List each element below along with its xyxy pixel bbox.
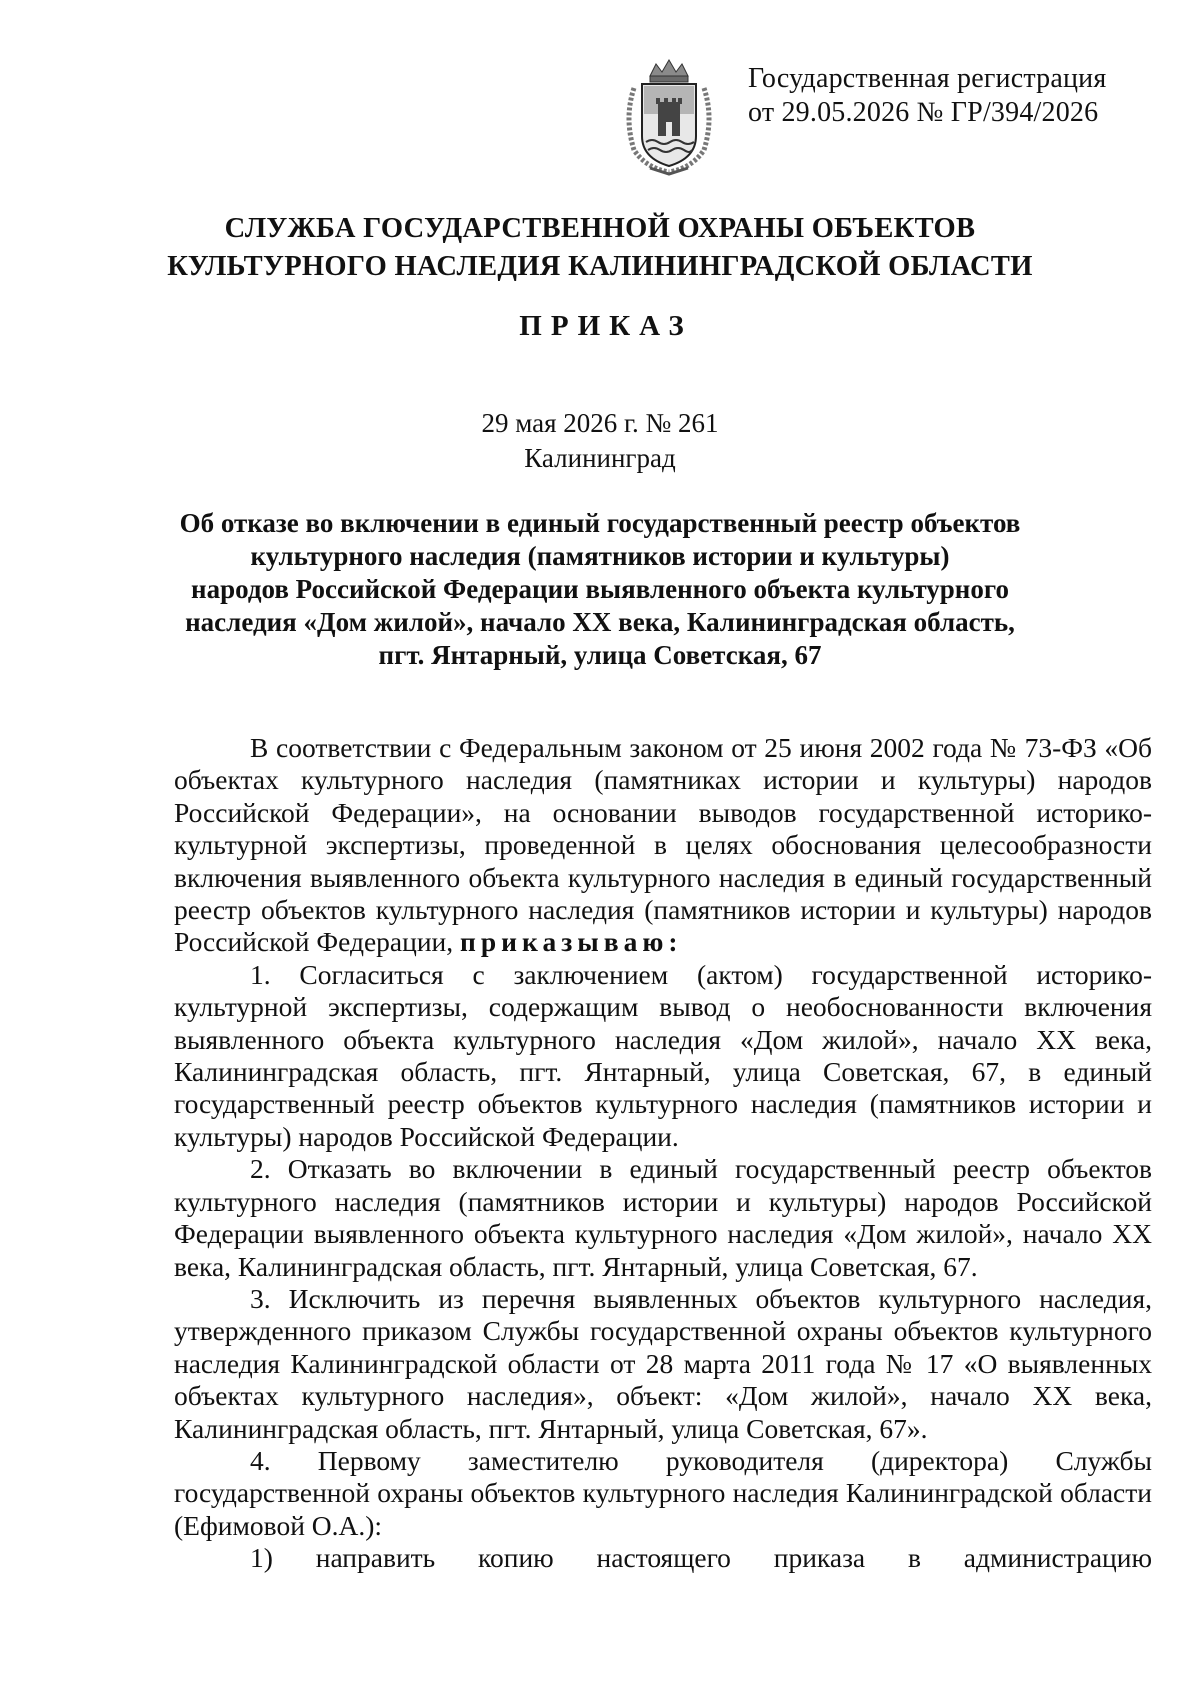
registration-line-1: Государственная регистрация	[748, 63, 1107, 94]
subject-line-3: народов Российской Федерации выявленного объекта культурного	[191, 574, 1009, 604]
order-word-decree: приказываю:	[460, 926, 683, 958]
subject-line-1: Об отказе во включении в единый государственный реестр объектов	[179, 508, 1021, 538]
agency-name	[0, 210, 1200, 286]
registration-stamp	[748, 62, 1106, 130]
agency-name-line-1: СЛУЖБА ГОСУДАРСТВЕННОЙ ОХРАНЫ ОБЪЕКТОВ	[224, 213, 976, 244]
preamble-text: В соответствии с Федеральным законом от 25 июня 2002 года № 73-ФЗ «Об объектах культурного наследия (памятниках истории и культуры) народов Российской Федерации», на основании выводов государственной историко-культурной экспертизы, проведенной в целях обоснования целесообразности включения выявленного объекта культурного наследия в единый государственный реестр объектов культурного наследия (памятников истории и культуры) народов Российской Федерации,	[174, 732, 1152, 958]
order-item-1: 1. Согласиться с заключением (актом) государственной историко-культурной экспертизы, содержащим вывод о необоснованности включения выявленного объекта культурного наследия «Дом жилой», начало XX века, Калининградская область, пгт. Янтарный, улица Советская, 67, в единый государственный реестр объектов культурного наследия (памятников истории и культуры) народов Российской Федерации.	[174, 958, 1152, 1152]
order-item-4: 4. Первому заместителю руководителя (директора) Службы государственной охраны объектов культурного наследия Калининградской области (Ефимовой О.А.):	[174, 1444, 1152, 1541]
kaliningrad-coat-of-arms-icon	[620, 58, 718, 176]
order-body	[174, 732, 1152, 1575]
registration-line-2: от 29.05.2026 № ГР/394/2026	[748, 97, 1099, 128]
order-item-3: 3. Исключить из перечня выявленных объектов культурного наследия, утвержденного приказом Службы государственной охраны объектов культурного наследия Калининградской области от 28 марта 2011 года № 17 «О выявленных объектах культурного наследия», объект: «Дом жилой», начало XX века, Калининградская область, пгт. Янтарный, улица Советская, 67».	[174, 1282, 1152, 1444]
subject-line-4: наследия «Дом жилой», начало XX века, Калининградская область,	[185, 607, 1015, 637]
subject-line-5: пгт. Янтарный, улица Советская, 67	[378, 640, 822, 670]
order-subject	[0, 507, 1200, 672]
document-type-title: ПРИКАЗ	[519, 310, 693, 342]
order-date-number: 29 мая 2026 г. № 261	[481, 408, 719, 438]
subject-line-2: культурного наследия (памятников истории и культуры)	[250, 541, 950, 571]
preamble-paragraph	[174, 732, 1152, 959]
order-item-2: 2. Отказать во включении в единый государственный реестр объектов культурного наследия (памятников истории и культуры) народов Российской Федерации выявленного объекта культурного наследия «Дом жилой», начало XX века, Калининградская область, пгт. Янтарный, улица Советская, 67.	[174, 1153, 1152, 1282]
order-meta	[0, 406, 1200, 476]
agency-name-line-2: КУЛЬТУРНОГО НАСЛЕДИЯ КАЛИНИНГРАДСКОЙ ОБЛАСТИ	[167, 251, 1033, 282]
order-item-4-sub-1: 1) направить копию настоящего приказа в администрацию	[250, 1542, 1152, 1574]
order-city: Калининград	[524, 443, 676, 473]
